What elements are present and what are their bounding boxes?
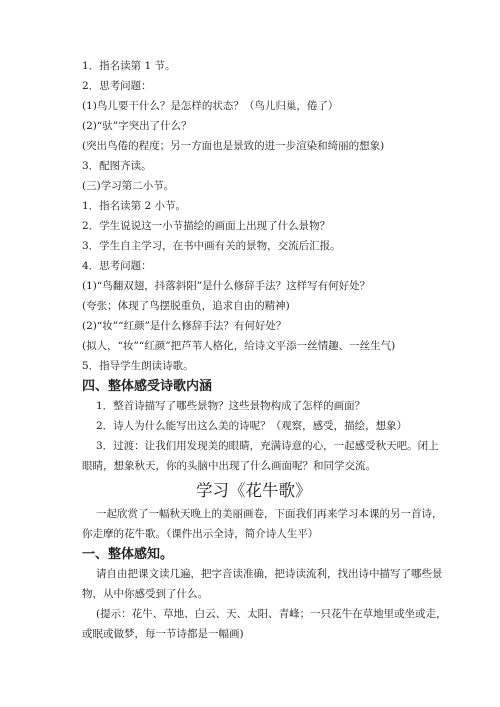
text-line: 2．学生说说这一小节描绘的画面上出现了什么景物？ — [82, 220, 331, 232]
text-line: (三)学习第二小节。 — [82, 180, 175, 192]
text-line: 或眠或做梦，每一节诗都是一幅画) — [82, 628, 244, 640]
text-line: 3．学生自主学习，在书中画有关的景物，交流后汇报。 — [82, 240, 341, 252]
text-line: (提示：花牛、草地、白云、天、太阳、青峰；一只花牛在草地里或坐或走， — [96, 608, 447, 620]
text-line: 3．过渡：让我们用发现美的眼睛，充满诗意的心，一起感受秋天吧。闭上 — [96, 440, 439, 452]
section-heading: 四、整体感受诗歌内涵 — [82, 379, 213, 394]
text-line: 一起欣赏了一幅秋天晚上的美丽画卷，下面我们再来学习本课的另一首诗， — [96, 508, 443, 520]
text-line: 1．整首诗描写了哪些景物？这些景物构成了怎样的画面？ — [96, 400, 366, 412]
text-line: (夸张；体现了鸟摆脱重负，追求自由的精神) — [82, 300, 290, 312]
text-line: 2．思考问题： — [82, 80, 152, 92]
text-line: 物，从中你感受到了什么。 — [82, 588, 208, 600]
text-line: 你走摩的花牛歌。（课件出示全诗，简介诗人生平） — [82, 528, 319, 540]
lesson-title: 学习《花牛歌》 — [196, 481, 312, 500]
text-line: (1)鸟儿要干什么？是怎样的状态？（鸟儿归巢，倦了） — [82, 100, 339, 112]
text-line: 4．思考问题： — [82, 260, 152, 272]
text-line: 1．指名读第 2 小节。 — [82, 200, 187, 212]
text-line: 眼睛，想象秋天，你的头脑中出现了什么画面呢？和同学交流。 — [82, 460, 376, 472]
section-heading: 一、整体感知。 — [82, 547, 174, 562]
text-line: 2．诗人为什么能写出这么美的诗呢？（观察，感受，描绘，想象） — [96, 420, 408, 432]
text-line: 5．指导学生朗读诗歌。 — [82, 360, 194, 372]
text-line: (2)“驮”字突出了什么？ — [82, 120, 192, 132]
text-line: (2)“妆”“红颜”是什么修辞手法？有何好处？ — [82, 320, 287, 332]
text-line: 1．指名读第 1 节。 — [82, 60, 176, 72]
text-line: 3．配图齐读。 — [82, 160, 152, 172]
text-line: (突出鸟倦的程度；另一方面也是景致的进一步渲染和绮丽的想象) — [82, 140, 385, 152]
text-line: 请自由把课文读几遍，把字音读准确，把诗读流利，找出诗中描写了哪些景 — [96, 568, 443, 580]
text-line: (拟人，“妆”“红颜”把芦苇人格化，给诗文平添一丝情趣、一丝生气) — [82, 340, 396, 352]
text-line: (1)“鸟翻双翅，抖落斜阳”是什么修辞手法？这样写有何好处？ — [82, 280, 371, 292]
